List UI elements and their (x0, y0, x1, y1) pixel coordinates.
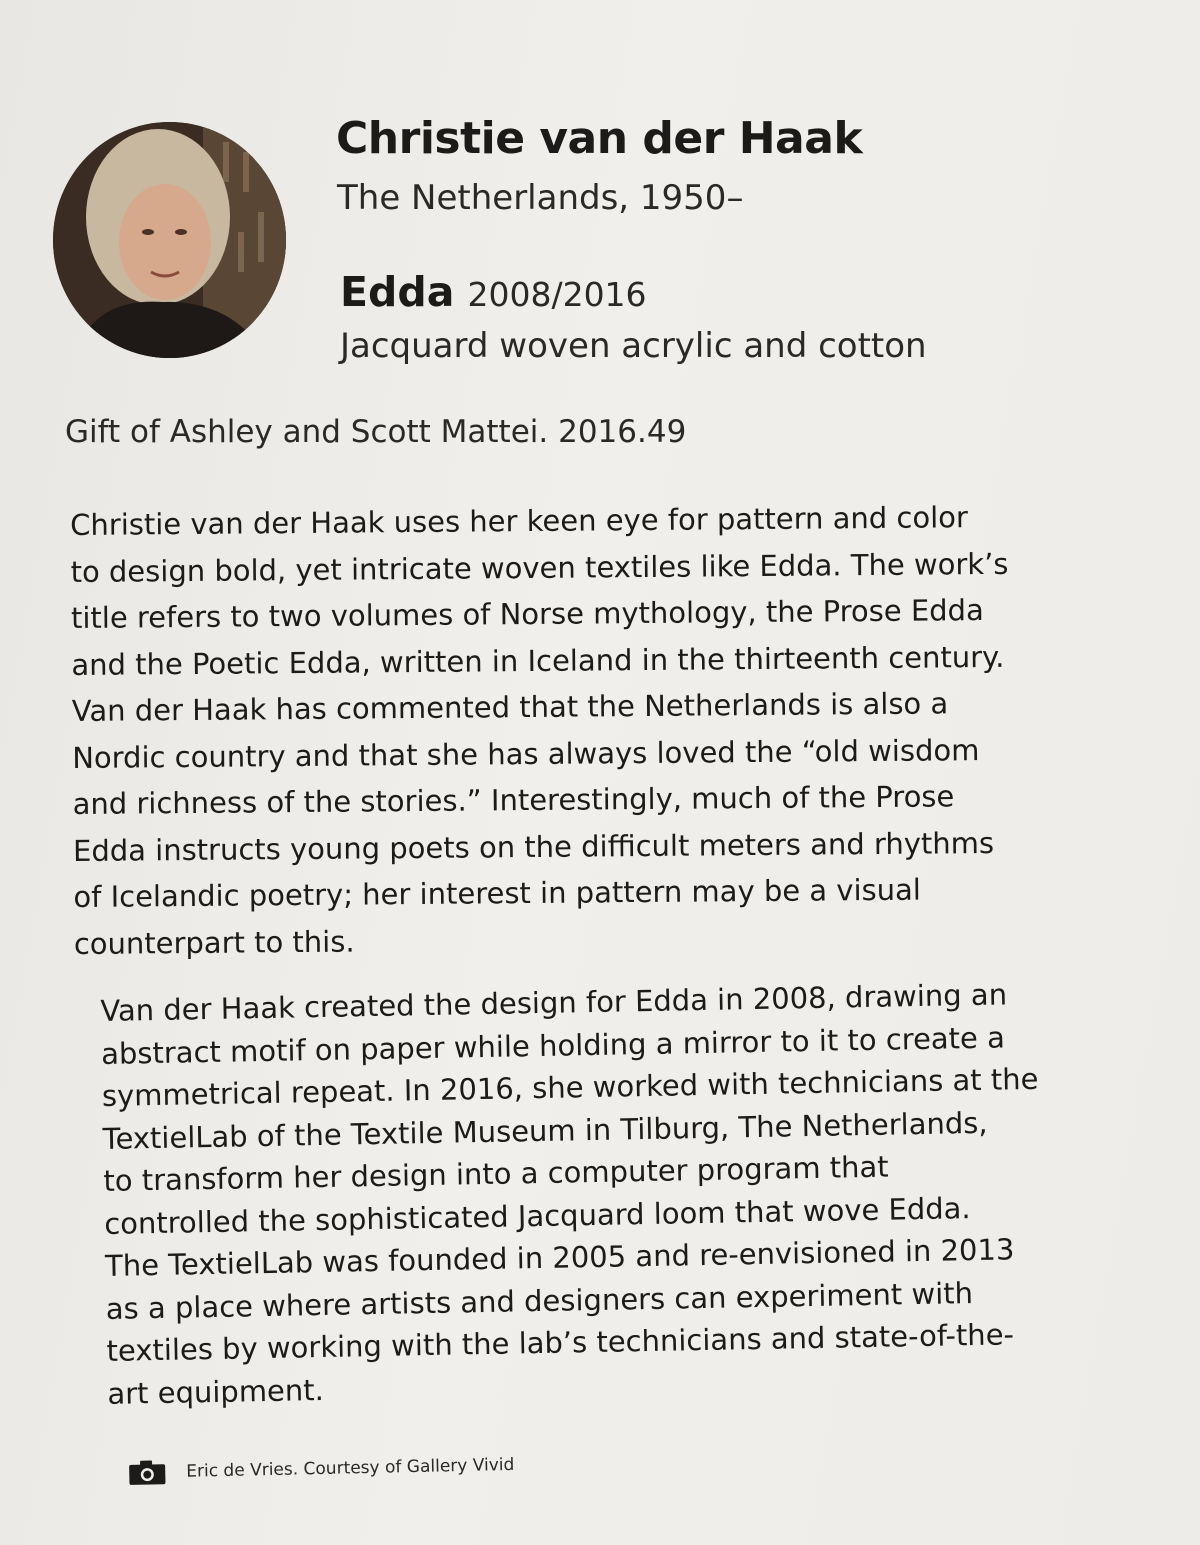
work-medium: Jacquard woven acrylic and cotton (340, 326, 927, 366)
work-heading (340, 268, 647, 316)
text-line: The TextielLab was founded in 2005 and re-envisioned in 2013 (104, 1232, 1015, 1283)
text-line: title refers to two volumes of Norse mythology, the Prose Edda (70, 593, 984, 635)
text-line: of Icelandic poetry; her interest in pattern may be a visual (73, 872, 922, 914)
artist-portrait (53, 122, 286, 358)
artist-name: Christie van der Haak (336, 113, 863, 164)
text-line: and the Poetic Edda, written in Iceland in the thirteenth century. (71, 639, 1005, 682)
credit-line: Gift of Ashley and Scott Mattei. 2016.49 (65, 414, 687, 450)
text-line: Edda instructs young poets on the difficult meters and rhythms (72, 825, 995, 868)
text-line: Nordic country and that she has always loved the “old wisdom (72, 732, 980, 775)
description-paragraph-1 (70, 492, 1164, 966)
text-line: counterpart to this. (73, 924, 355, 961)
text-line: Christie van der Haak uses her keen eye for pattern and color (70, 500, 968, 542)
text-line: Van der Haak has commented that the Netherlands is also a (71, 686, 949, 728)
photo-credit-text: Eric de Vries. Courtesy of Gallery Vivid (186, 1454, 515, 1482)
text-line: art equipment. (107, 1372, 325, 1411)
text-line: as a place where artists and designers can experiment with (105, 1275, 974, 1326)
camera-icon (128, 1459, 167, 1486)
text-line: symmetrical repeat. In 2016, she worked with technicians at the (101, 1061, 1039, 1113)
text-line: Van der Haak created the design for Edda in 2008, drawing an (100, 977, 1008, 1028)
text-line: and richness of the stories.” Interestingly, much of the Prose (72, 779, 955, 821)
description-paragraph-2 (100, 971, 1148, 1415)
text-line: to design bold, yet intricate woven textiles like Edda. The work’s (70, 546, 1009, 589)
work-title: Edda (340, 268, 455, 316)
text-line: TextielLab of the Textile Museum in Tilburg, The Netherlands, (102, 1105, 988, 1156)
work-date: 2008/2016 (467, 275, 647, 314)
artist-origin: The Netherlands, 1950– (337, 178, 744, 218)
text-line: abstract motif on paper while holding a mirror to it to create a (100, 1019, 1006, 1071)
text-line: textiles by working with the lab’s technicians and state-of-the- (106, 1317, 1015, 1368)
text-line: controlled the sophisticated Jacquard loom that wove Edda. (103, 1190, 971, 1241)
text-line: to transform her design into a computer program that (103, 1149, 889, 1198)
photo-credit (128, 1452, 515, 1486)
